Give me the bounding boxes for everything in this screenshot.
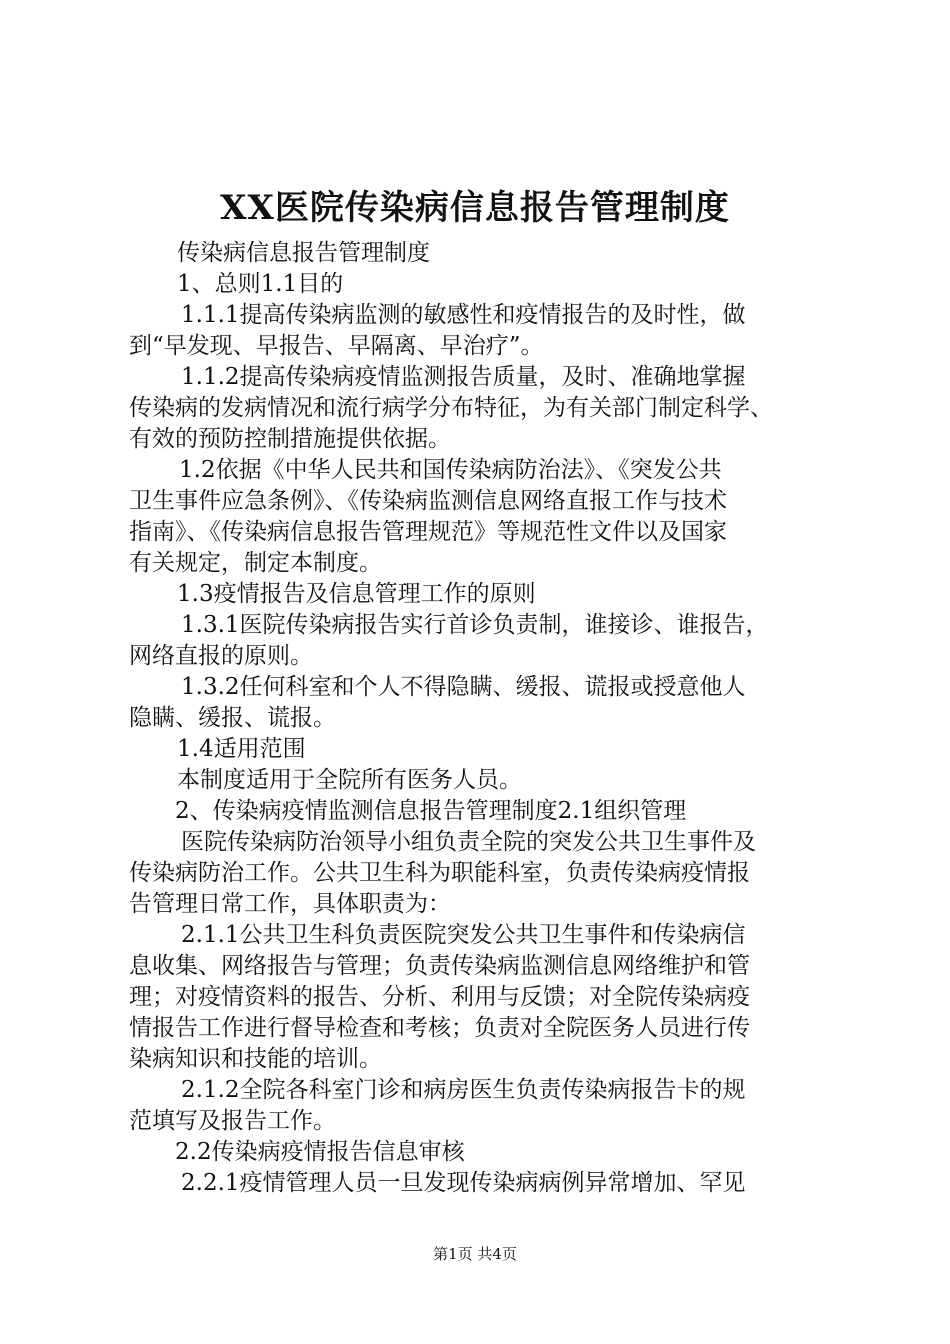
text-line: 2.1.1公共卫生科负责医院突发公共卫生事件和传染病信 [181, 922, 746, 948]
text-line: 2.2传染病疫情报告信息审核 [175, 1139, 465, 1165]
text-line: 1.3疫情报告及信息管理工作的原则 [177, 581, 536, 607]
text-line: 1、总则1.1目的 [177, 271, 344, 297]
text-line: 1.1.2提高传染病疫情监测报告质量，及时、准确地掌握 [181, 364, 746, 390]
text-line: 到“早发现、早报告、早隔离、早治疗”。 [129, 333, 544, 359]
text-line: 传染病防治工作。公共卫生科为职能科室，负责传染病疫情报 [129, 860, 750, 886]
text-line: 2.2.1疫情管理人员一旦发现传染病病例异常增加、罕见 [181, 1170, 746, 1196]
text-line: 范填写及报告工作。 [129, 1108, 336, 1134]
text-line: 网络直报的原则。 [129, 643, 313, 669]
text-line: 隐瞒、缓报、谎报。 [129, 705, 336, 731]
text-line: 1.1.1提高传染病监测的敏感性和疫情报告的及时性，做 [181, 302, 746, 328]
text-line: 有关规定，制定本制度。 [129, 550, 382, 576]
text-line: 理；对疫情资料的报告、分析、利用与反馈；对全院传染病疫 [129, 984, 750, 1010]
text-line: 有效的预防控制措施提供依据。 [129, 426, 451, 452]
text-line: 1.4适用范围 [177, 736, 306, 762]
text-line: 指南》、《传染病信息报告管理规范》等规范性文件以及国家 [129, 519, 727, 545]
text-line: 1.3.2任何科室和个人不得隐瞒、缓报、谎报或授意他人 [181, 674, 746, 700]
text-line: 息收集、网络报告与管理；负责传染病监测信息网络维护和管 [129, 953, 750, 979]
text-line: 医院传染病防治领导小组负责全院的突发公共卫生事件及 [181, 829, 756, 855]
text-line: 2.1.2全院各科室门诊和病房医生负责传染病报告卡的规 [181, 1077, 746, 1103]
text-line: 1.2依据《中华人民共和国传染病防治法》、《突发公共 [179, 457, 722, 483]
document-title: XX医院传染病信息报告管理制度 [220, 188, 730, 228]
text-line: 染病知识和技能的培训。 [129, 1046, 382, 1072]
text-line: 1.3.1医院传染病报告实行首诊负责制，谁接诊、谁报告， [181, 612, 769, 638]
text-line: 2、传染病疫情监测信息报告管理制度2.1组织管理 [175, 798, 687, 824]
text-line: 传染病的发病情况和流行病学分布特征，为有关部门制定科学、 [129, 395, 773, 421]
text-line: 情报告工作进行督导检查和考核；负责对全院医务人员进行传 [129, 1015, 750, 1041]
page-footer: 第1页 共4页 [433, 1245, 517, 1263]
text-line: 卫生事件应急条例》、《传染病监测信息网络直报工作与技术 [129, 488, 727, 514]
document-body [129, 238, 833, 1199]
text-line: 本制度适用于全院所有医务人员。 [177, 767, 522, 793]
text-line: 传染病信息报告管理制度 [177, 240, 430, 266]
text-line: 告管理日常工作，具体职责为： [129, 891, 451, 917]
